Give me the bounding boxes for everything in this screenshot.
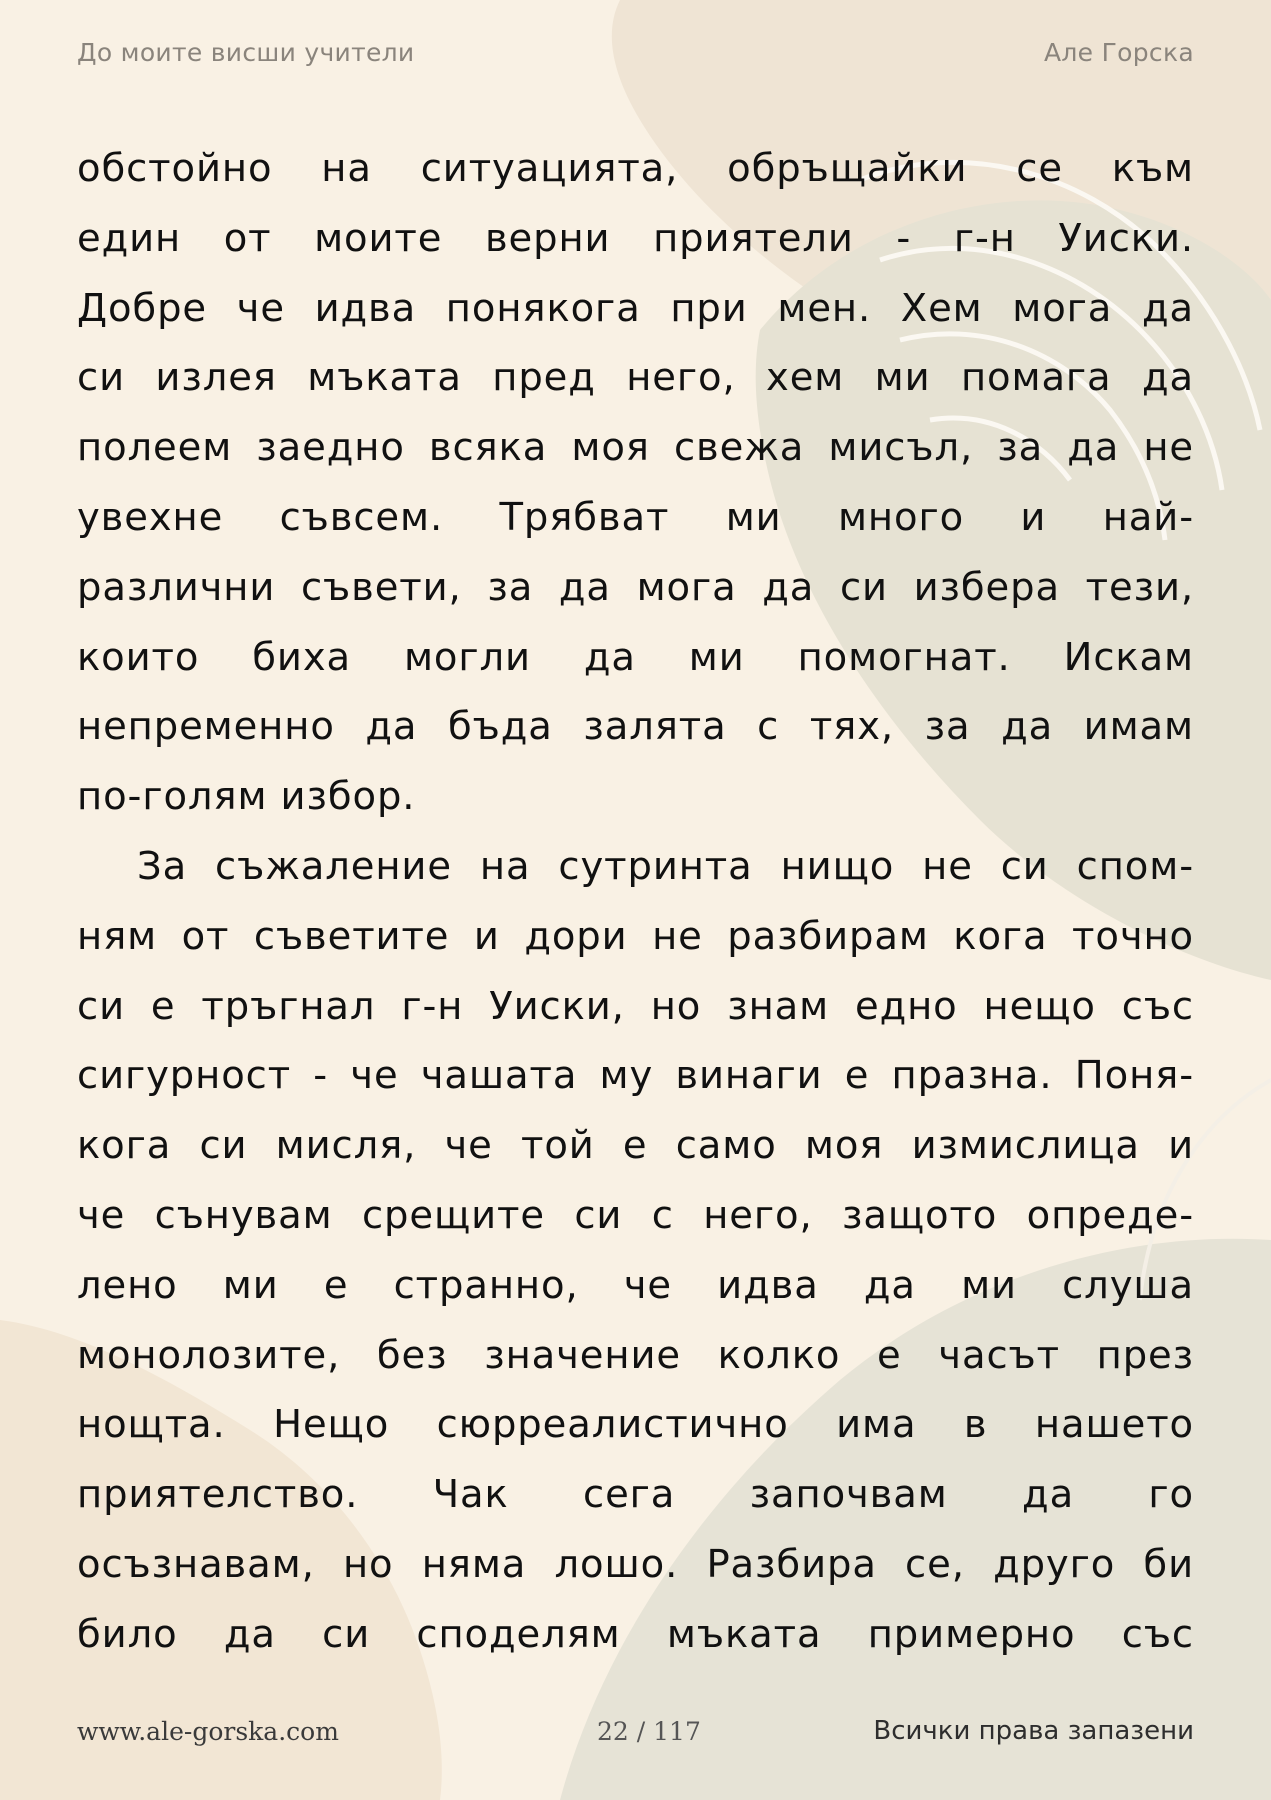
page-footer [77,1713,1194,1749]
paragraph-1 [77,134,1194,832]
text-line: различни съвети, за да мога да си избера тези, [77,564,1194,610]
text-line: си е тръгнал г-н Уиски, но знам едно нещо със [77,983,1194,1029]
author-name: Але Горска [1044,37,1194,67]
text-line: монолозите, без значение колко е часът през [77,1332,1194,1378]
text-line: Добре че идва понякога при мен. Хем мога да [77,285,1194,331]
text-line: които биха могли да ми помогнат. Искам [77,634,1194,680]
text-line: че сънувам срещите си с него, защото опреде- [77,1192,1194,1238]
text-line: един от моите верни приятели - г-н Уиски. [77,215,1194,261]
copyright-notice: Всички права запазени [873,1716,1194,1746]
page-header [77,36,1194,68]
text-line: приятелство. Чак сега започвам да го [77,1472,1194,1518]
text-line: нощта. Нещо сюрреалистично има в нашето [77,1402,1194,1448]
text-line: сигурност - че чашата му винаги е празна. Поня- [77,1053,1194,1099]
paragraph-2 [77,832,1194,1670]
text-line: по-голям избор. [77,774,416,820]
text-line: било да си споделям мъката примерно със [77,1611,1194,1657]
text-line: лено ми е странно, че идва да ми слуша [77,1262,1194,1308]
text-line: осъзнавам, но няма лошо. Разбира се, друго би [77,1541,1194,1587]
text-line: кога си мисля, че той е само моя измислица и [77,1123,1194,1169]
text-line: си излея мъката пред него, хем ми помага да [77,355,1194,401]
text-line: непременно да бъда залята с тях, за да имам [77,704,1194,750]
text-line: полеем заедно всяка моя свежа мисъл, за да не [77,425,1194,471]
text-line: За съжаление на сутринта нищо не си спом- [137,843,1194,889]
text-line: обстойно на ситуацията, обръщайки се към [77,146,1194,191]
text-line: ням от съветите и дори не разбирам кога точно [77,913,1194,959]
page-number: 22 / 117 [597,1716,701,1746]
website-link[interactable]: www.ale-gorska.com [77,1716,339,1746]
text-line: увехне съвсем. Трябват ми много и най- [77,494,1194,540]
body-text [77,134,1194,1670]
book-title: До моите висши учители [77,37,415,67]
